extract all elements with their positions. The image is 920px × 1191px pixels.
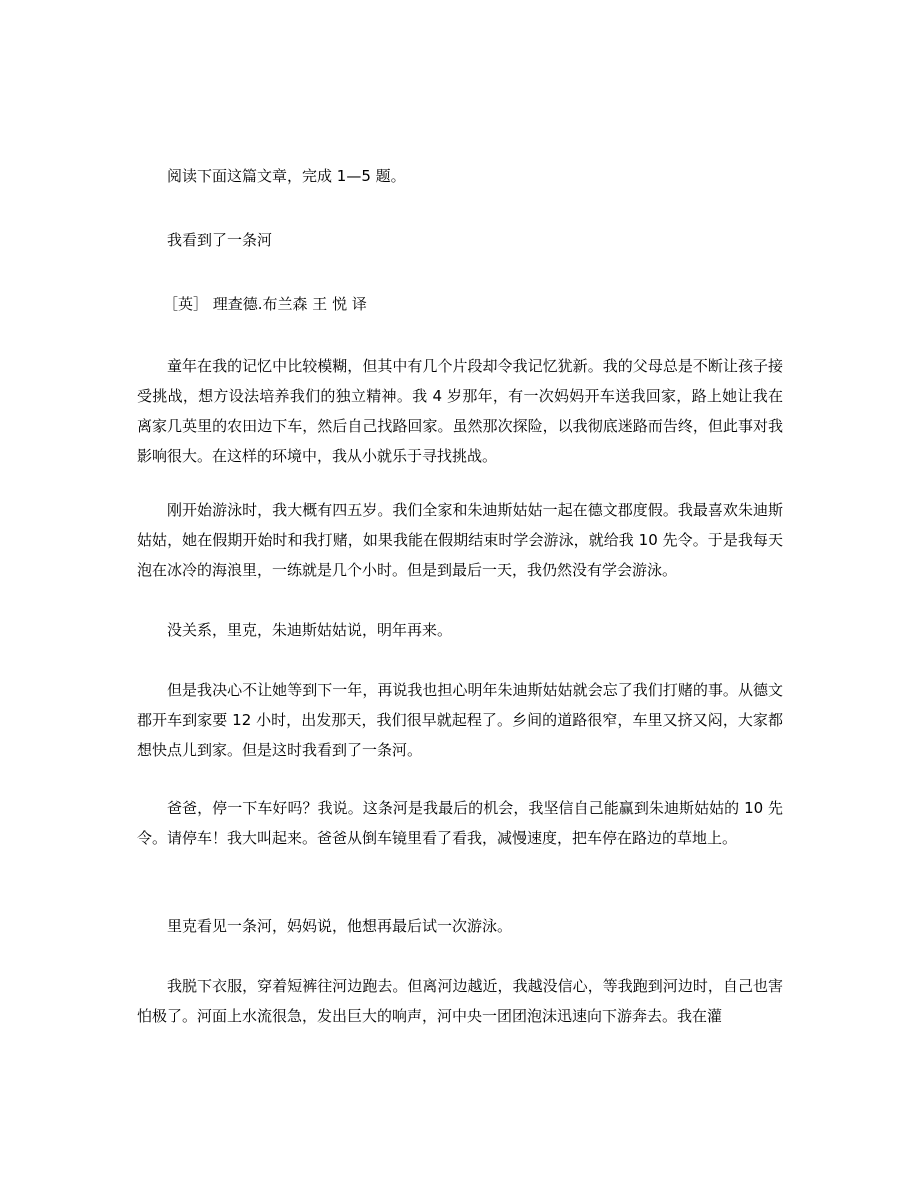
paragraph-2: 刚开始游泳时，我大概有四五岁。我们全家和朱迪斯姑姑一起在德文郡度假。我最喜欢朱迪斯姑姑，她在假期开始时和我打赌，如果我能在假期结束时学会游泳，就给我 10 先令。于是我每天泡在冰冷的海浪里，一练就是几个小时。但是到最后一天，我仍然没有学会游泳。	[137, 501, 783, 579]
paragraph-4: 但是我决心不让她等到下一年，再说我也担心明年朱迪斯姑姑就会忘了我们打赌的事。从德文郡开车到家要 12 小时，出发那天，我们很早就起程了。乡间的道路很窄，车里又挤又闷，大家都想快点儿到家。但是这时我看到了一条河。	[137, 681, 783, 759]
instructions: 阅读下面这篇文章，完成 1—5 题。	[167, 167, 406, 185]
paragraph-5: 爸爸，停一下车好吗？我说。这条河是我最后的机会，我坚信自己能赢到朱迪斯姑姑的 10 先令。请停车！我大叫起来。爸爸从倒车镜里看了看我，减慢速度，把车停在路边的草地上。	[137, 799, 783, 847]
article-byline: ［英］ 理查德.布兰森 王 悦 译	[163, 295, 367, 313]
paragraph-7: 我脱下衣服，穿着短裤往河边跑去。但离河边越近，我越没信心，等我跑到河边时，自己也害怕极了。河面上水流很急，发出巨大的响声，河中央一团团泡沫迅速向下游奔去。我在灌	[137, 977, 783, 1025]
paragraph-6: 里克看见一条河，妈妈说，他想再最后试一次游泳。	[167, 917, 513, 935]
article-title: 我看到了一条河	[167, 231, 273, 249]
paragraph-1: 童年在我的记忆中比较模糊，但其中有几个片段却令我记忆犹新。我的父母总是不断让孩子接受挑战，想方设法培养我们的独立精神。我 4 岁那年，有一次妈妈开车送我回家，路上她让我在离家几英里的农田边下车，然后自己找路回家。虽然那次探险，以我彻底迷路而告终，但此事对我影响很大。在这样的环境中，我从小就乐于寻找挑战。	[137, 357, 783, 465]
paragraph-3: 没关系，里克，朱迪斯姑姑说，明年再来。	[167, 621, 453, 639]
